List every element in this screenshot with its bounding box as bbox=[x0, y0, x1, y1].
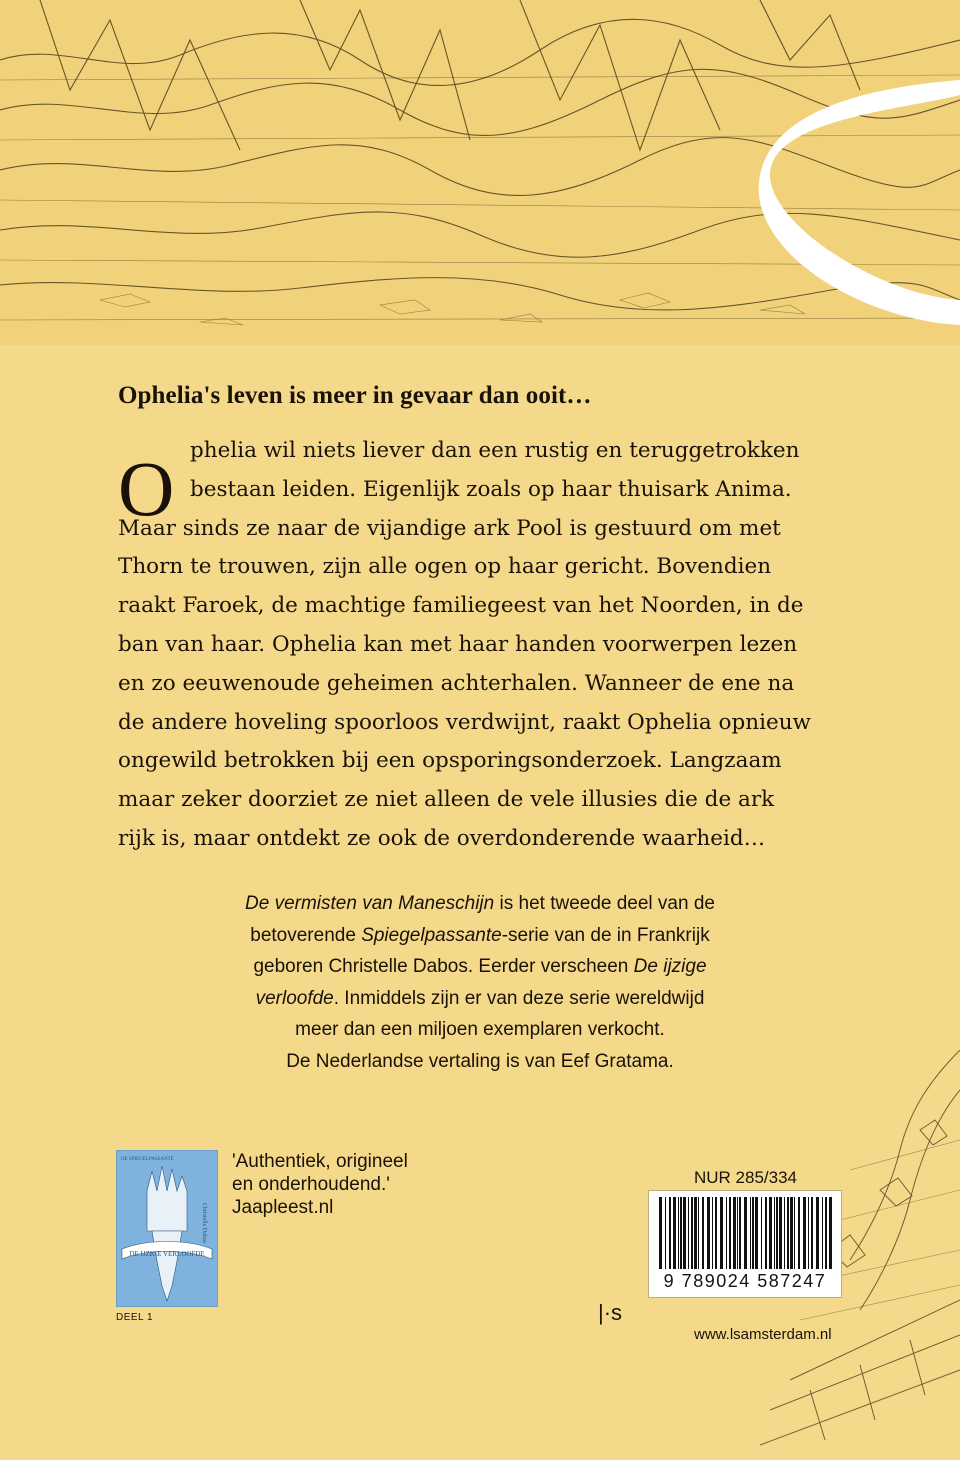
previous-volume-cover bbox=[116, 1150, 218, 1307]
barcode-bar bbox=[715, 1197, 717, 1269]
blurb-line: Thorn te trouwen, zijn alle ogen op haar gericht. Bovendien bbox=[118, 554, 772, 580]
barcode-bar bbox=[790, 1197, 793, 1269]
quote-source: Jaapleest.nl bbox=[232, 1197, 334, 1218]
barcode-bar bbox=[825, 1197, 827, 1269]
blurb-line: en zo eeuwenoude geheimen achterhalen. Wanneer de ene na bbox=[118, 670, 795, 696]
isbn-number: 9 789024 587247 bbox=[663, 1271, 827, 1291]
series-name: Spiegelpassante bbox=[361, 924, 502, 946]
barcode-bar bbox=[822, 1197, 823, 1269]
tagline: Ophelia's leven is meer in gevaar dan ooit… bbox=[118, 382, 592, 409]
barcode-bar bbox=[673, 1197, 676, 1269]
barcode-bar bbox=[787, 1197, 789, 1269]
barcode-bar bbox=[798, 1197, 800, 1269]
about-the-series bbox=[140, 888, 820, 1077]
blurb-line: raakt Faroek, de machtige familiegeest van het Noorden, in de bbox=[118, 593, 804, 619]
barcode-bar bbox=[698, 1197, 699, 1269]
barcode-bar bbox=[829, 1197, 832, 1269]
barcode-bar bbox=[794, 1197, 795, 1269]
barcode-bar bbox=[669, 1197, 671, 1269]
thumbnail-title: DE IJZIGE VERLOOFDE bbox=[129, 1250, 205, 1258]
barcode-bar bbox=[744, 1197, 747, 1269]
blurb-line: rijk is, maar ontdekt ze ook de overdonderende waarheid… bbox=[118, 826, 766, 851]
barcode-bar bbox=[691, 1197, 693, 1269]
barcode-bar bbox=[776, 1197, 778, 1269]
barcode-bar bbox=[702, 1197, 704, 1269]
volume-label: DEEL 1 bbox=[116, 1312, 154, 1323]
barcode-bar bbox=[659, 1197, 662, 1269]
blurb-line: Maar sinds ze naar de vijandige ark Pool is gestuurd om met bbox=[118, 515, 781, 541]
barcode-bar bbox=[750, 1197, 751, 1269]
book-title: De vermisten van Maneschijn bbox=[245, 893, 495, 914]
nur-code: NUR 285/334 bbox=[694, 1168, 798, 1187]
thumbnail-author: Christelle Dabos bbox=[201, 1202, 207, 1244]
previous-title: De ijzige bbox=[633, 956, 707, 977]
barcode-bar bbox=[737, 1197, 738, 1269]
barcode-bar bbox=[779, 1197, 782, 1269]
blurb-line: ban van haar. Ophelia kan met haar handen voorwerpen lezen bbox=[118, 632, 798, 657]
barcode-bar bbox=[774, 1197, 775, 1269]
barcode-bar bbox=[726, 1197, 727, 1269]
blurb-line: maar zeker doorziet ze niet alleen de vele illusies die de ark bbox=[118, 787, 775, 813]
about-text: . Inmiddels zijn er van deze serie wereldwijd bbox=[333, 987, 705, 1009]
barcode-bar bbox=[665, 1197, 666, 1269]
blurb-line: ongewild betrokken bij een opsporingsonderzoek. Langzaam bbox=[118, 748, 782, 774]
etched-landscape-illustration bbox=[0, 0, 960, 345]
barcode-bar bbox=[720, 1197, 723, 1269]
about-text: betoverende bbox=[250, 924, 362, 946]
castle-illustration bbox=[117, 1151, 217, 1306]
barcode-bar bbox=[769, 1197, 772, 1269]
barcode-bar bbox=[694, 1197, 697, 1269]
about-text: meer dan een miljoen exemplaren verkocht. bbox=[295, 1019, 665, 1040]
barcode-bar bbox=[707, 1197, 710, 1269]
previous-title: verloofde bbox=[255, 987, 334, 1009]
barcode-bar bbox=[784, 1197, 785, 1269]
barcode-bar bbox=[808, 1197, 809, 1269]
about-text: is het tweede deel van de bbox=[494, 893, 715, 914]
blurb-line: phelia wil niets liever dan een rustig en teruggetrokken bbox=[190, 438, 800, 463]
about-text: De Nederlandse vertaling is van Eef Gratama. bbox=[286, 1050, 674, 1072]
barcode-bar bbox=[712, 1197, 713, 1269]
barcode-bar bbox=[733, 1197, 736, 1269]
press-quote bbox=[232, 1150, 408, 1219]
barcode-bar bbox=[729, 1197, 731, 1269]
barcode-bar bbox=[683, 1197, 686, 1269]
barcode-bar bbox=[803, 1197, 806, 1269]
barcode-bar bbox=[678, 1197, 679, 1269]
publisher-url: www.lsamsterdam.nl bbox=[694, 1326, 832, 1343]
publisher-logo: |·s bbox=[598, 1300, 623, 1325]
barcode-bar bbox=[761, 1197, 762, 1269]
isbn-barcode bbox=[648, 1190, 842, 1298]
barcode-bar bbox=[688, 1197, 689, 1269]
barcode-bars bbox=[655, 1197, 835, 1269]
blurb-line: de andere hoveling spoorloos verdwijnt, raakt Ophelia opnieuw bbox=[118, 709, 811, 735]
quote-line: 'Authentiek, origineel bbox=[232, 1151, 408, 1172]
blurb-line: bestaan leiden. Eigenlijk zoals op haar thuisark Anima. bbox=[190, 476, 792, 502]
barcode-bar bbox=[765, 1197, 767, 1269]
drop-cap: O bbox=[118, 445, 175, 532]
about-text: geboren Christelle Dabos. Eerder verscheen bbox=[253, 956, 634, 977]
thumbnail-series: DE SPIEGELPASSANTE bbox=[121, 1157, 174, 1162]
quote-line: en onderhoudend.' bbox=[232, 1174, 390, 1195]
barcode-bar bbox=[752, 1197, 754, 1269]
barcode-bar bbox=[816, 1197, 819, 1269]
barcode-bar bbox=[739, 1197, 741, 1269]
about-text: -serie van de in Frankrijk bbox=[501, 924, 710, 946]
barcode-bar bbox=[811, 1197, 813, 1269]
barcode-bar bbox=[755, 1197, 758, 1269]
barcode-bar bbox=[680, 1197, 682, 1269]
